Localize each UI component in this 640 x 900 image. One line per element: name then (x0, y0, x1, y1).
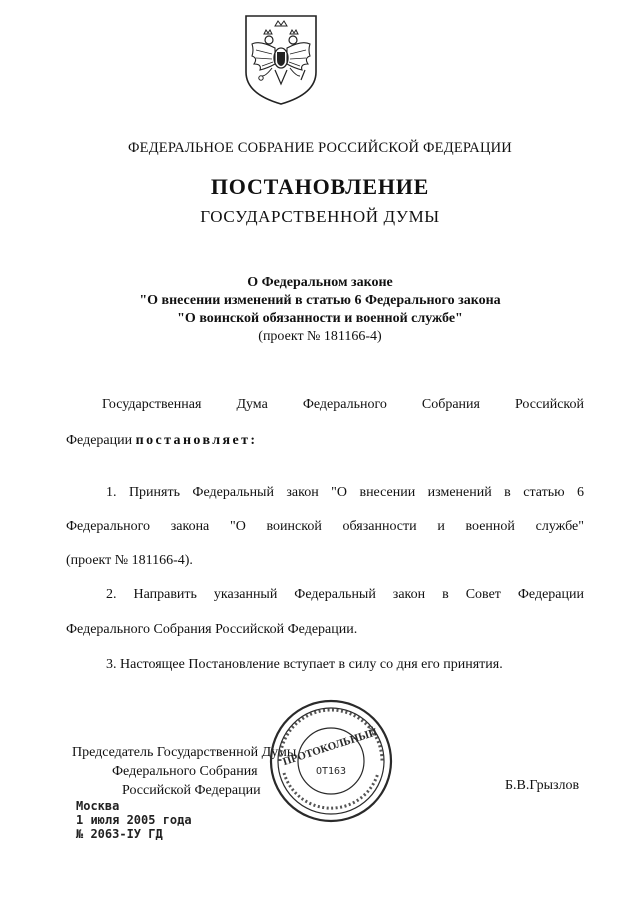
intro-line-2 (66, 433, 584, 449)
organization-heading: ФЕДЕРАЛЬНОЕ СОБРАНИЕ РОССИЙСКОЙ ФЕДЕРАЦИИ (128, 140, 512, 156)
project-number: (проект № 181166-4) (258, 329, 382, 344)
stamp-center-text: ПРОТОКОЛЬНЫЙ (281, 726, 379, 769)
coat-of-arms-emblem (242, 14, 320, 106)
document-number: № 2063-IУ ГД (76, 827, 163, 841)
subject-line-2: "О внесении изменений в статью 6 Федерального закона (139, 293, 501, 308)
item-1-line-2: Федерального закона "О воинской обязанности и военной службе" (66, 519, 584, 534)
date-line: 1 июля 2005 года (76, 813, 192, 827)
item-2-line-2: Федерального Собрания Российской Федерации. (66, 622, 358, 637)
signature-title-line-3: Российской Федерации (122, 783, 261, 798)
stamp-code: ОТ163 (315, 766, 347, 777)
item-3-line-1: 3. Настоящее Постановление вступает в силу со дня его принятия. (106, 657, 503, 672)
document-title: ПОСТАНОВЛЕНИЕ (210, 174, 430, 199)
item-2-line-1: 2. Направить указанный Федеральный закон в Совет Федерации (106, 587, 584, 602)
intro-line-1: Государственная Дума Федерального Собрания Российской (102, 397, 584, 412)
double-headed-eagle-icon (242, 14, 320, 106)
signer-name: Б.В.Грызлов (505, 778, 580, 793)
round-stamp-icon (268, 698, 394, 824)
intro-prefix: Федерации (66, 433, 136, 448)
subject-line-3: "О воинской обязанности и военной службе" (177, 311, 463, 326)
signature-title-line-1: Председатель Государственной Думы (72, 745, 297, 760)
item-1-line-3: (проект № 181166-4). (66, 553, 193, 568)
document-subtitle: ГОСУДАРСТВЕННОЙ ДУМЫ (200, 207, 440, 226)
subject-line-1: О Федеральном законе (247, 275, 393, 290)
resolves-word: постановляет: (135, 433, 258, 448)
protocol-stamp (268, 698, 394, 824)
signature-title-line-2: Федерального Собрания (112, 764, 258, 779)
city-line: Москва (76, 799, 120, 813)
item-1-line-1: 1. Принять Федеральный закон "О внесении изменений в статью 6 (106, 485, 584, 500)
subject-block (0, 274, 640, 346)
